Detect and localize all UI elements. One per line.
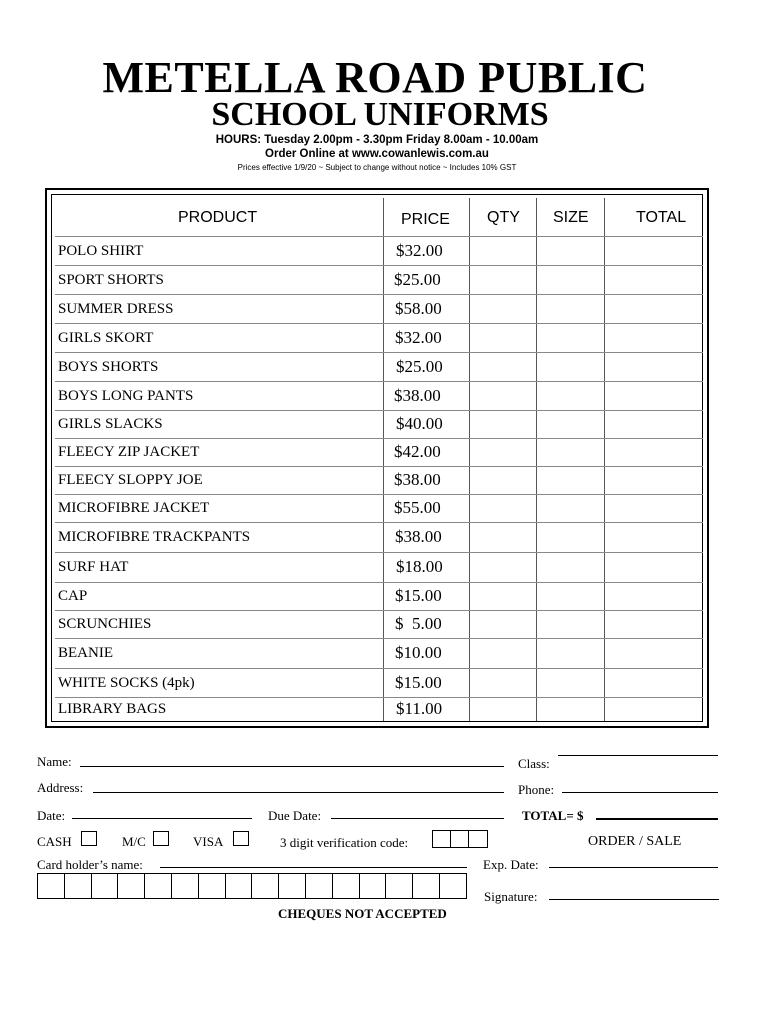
product-name: WHITE SOCKS (4pk) [58,674,195,691]
card-number-digit-box[interactable] [225,873,253,899]
qty-cell[interactable] [470,698,535,720]
qty-cell[interactable] [470,266,535,293]
total-cell[interactable] [605,639,702,667]
address-label: Address: [37,780,84,795]
card-number-digit-box[interactable] [91,873,119,899]
qty-cell[interactable] [470,324,535,351]
qty-cell[interactable] [470,237,535,264]
card-holder-label: Card holder’s name: [37,857,143,872]
column-header-total: TOTAL [636,209,687,226]
verification-digit-box[interactable] [432,830,451,848]
card-number-digit-box[interactable] [439,873,467,899]
address-field[interactable] [93,792,504,793]
size-cell[interactable] [537,467,603,493]
size-cell[interactable] [537,583,603,609]
product-price: $18.00 [396,557,443,576]
product-price: $15.00 [395,672,442,692]
total-cell[interactable] [605,553,702,581]
qty-cell[interactable] [470,353,535,380]
qty-cell[interactable] [470,523,535,551]
total-field[interactable] [596,818,718,820]
total-cell[interactable] [605,382,702,409]
qty-cell[interactable] [470,467,535,493]
card-number-digit-box[interactable] [144,873,172,899]
product-name: CAP [58,588,88,604]
page-title: METELLA ROAD PUBLIC [102,53,648,102]
product-price: $ 5.00 [395,614,442,633]
class-label: Class: [518,756,550,771]
cheques-note: CHEQUES NOT ACCEPTED [278,906,447,921]
total-cell[interactable] [605,611,702,637]
product-price: $58.00 [395,298,442,318]
product-name: FLEECY ZIP JACKET [58,444,200,460]
product-price: $32.00 [396,240,443,260]
product-price: $25.00 [396,356,443,376]
card-number-digit-box[interactable] [251,873,279,899]
qty-cell[interactable] [470,639,535,667]
size-cell[interactable] [537,439,603,465]
size-cell[interactable] [537,295,603,322]
phone-label: Phone: [518,782,555,797]
product-price: $25.00 [394,269,441,289]
total-cell[interactable] [605,583,702,609]
verification-label: 3 digit verification code: [280,835,409,850]
total-cell[interactable] [605,698,702,720]
card-number-digit-box[interactable] [359,873,387,899]
total-cell[interactable] [605,411,702,437]
card-number-digit-box[interactable] [278,873,306,899]
column-header-product: PRODUCT [178,209,258,226]
product-price: $32.00 [395,327,442,347]
card-number-digit-box[interactable] [64,873,92,899]
total-cell[interactable] [605,237,702,264]
qty-cell[interactable] [470,669,535,696]
product-price: $11.00 [396,699,443,718]
product-name: SUMMER DRESS [58,300,174,317]
verification-digit-box[interactable] [450,830,469,848]
phone-field[interactable] [562,792,718,793]
size-cell[interactable] [537,553,603,581]
product-name: LIBRARY BAGS [58,701,167,717]
date-label: Date: [37,808,66,823]
total-cell[interactable] [605,669,702,696]
card-number-digit-box[interactable] [37,873,65,899]
column-header-size: SIZE [553,209,589,226]
signature-field[interactable] [549,899,719,900]
opening-hours: HOURS: Tuesday 2.00pm - 3.30pm Friday 8.00am - 10.00am [215,134,539,146]
size-cell[interactable] [537,669,603,696]
product-price: $55.00 [394,498,441,517]
product-price: $40.00 [396,414,443,433]
product-price: $38.00 [394,385,441,405]
total-cell[interactable] [605,467,702,493]
card-number-digit-box[interactable] [198,873,226,899]
card-number-digit-box[interactable] [171,873,199,899]
total-cell[interactable] [605,523,702,551]
qty-cell[interactable] [470,439,535,465]
page-subtitle: SCHOOL UNIFORMS [211,96,549,133]
qty-cell[interactable] [470,382,535,409]
size-cell[interactable] [537,698,603,720]
product-name: GIRLS SLACKS [58,416,163,432]
column-header-price: PRICE [401,211,450,228]
size-cell[interactable] [537,266,603,293]
date-field[interactable] [72,818,252,819]
size-cell[interactable] [537,324,603,351]
cash-label: CASH [37,834,72,849]
card-number-digit-box[interactable] [385,873,413,899]
card-number-digit-box[interactable] [305,873,333,899]
product-name: BOYS LONG PANTS [58,387,194,404]
size-cell[interactable] [537,639,603,667]
total-label: TOTAL= $ [522,808,584,823]
product-name: MICROFIBRE JACKET [58,500,210,516]
product-price: $10.00 [395,643,442,662]
size-cell[interactable] [537,382,603,409]
product-name: SPORT SHORTS [58,271,164,288]
mc-checkbox[interactable] [153,831,169,846]
product-name: GIRLS SKORT [58,329,154,346]
total-cell[interactable] [605,439,702,465]
visa-label: VISA [193,834,224,849]
size-cell[interactable] [537,237,603,264]
online-order-note: Order Online at www.cowanlewis.com.au [265,148,489,160]
total-cell[interactable] [605,353,702,380]
cash-checkbox[interactable] [81,831,97,846]
exp-date-field[interactable] [549,867,718,868]
card-number-digit-box[interactable] [332,873,360,899]
card-number-digit-box[interactable] [412,873,440,899]
size-cell[interactable] [537,495,603,521]
product-name: BOYS SHORTS [58,358,159,375]
product-name: POLO SHIRT [58,242,144,259]
card-number-digit-box[interactable] [117,873,145,899]
name-label: Name: [37,754,72,769]
qty-cell[interactable] [470,583,535,609]
signature-label: Signature: [484,889,538,904]
card-holder-field[interactable] [160,867,467,868]
column-divider [383,198,384,721]
qty-cell[interactable] [470,495,535,521]
product-price: $15.00 [395,586,442,605]
verification-digit-box[interactable] [468,830,488,848]
order-sale-label: ORDER / SALE [588,834,682,849]
exp-date-label: Exp. Date: [483,857,539,872]
size-cell[interactable] [537,523,603,551]
total-cell[interactable] [605,495,702,521]
qty-cell[interactable] [470,553,535,581]
product-price: $38.00 [395,527,442,546]
product-price: $42.00 [394,442,441,461]
product-name: SURF HAT [58,559,129,575]
name-field[interactable] [80,766,504,767]
size-cell[interactable] [537,611,603,637]
product-name: FLEECY SLOPPY JOE [58,472,203,488]
size-cell[interactable] [537,353,603,380]
product-name: BEANIE [58,645,113,661]
qty-cell[interactable] [470,411,535,437]
size-cell[interactable] [537,411,603,437]
prices-note: Prices effective 1/9/20 ~ Subject to change without notice ~ Includes 10% GST [237,163,517,172]
due-date-label: Due Date: [268,808,322,823]
column-header-qty: QTY [487,209,520,226]
product-name: MICROFIBRE TRACKPANTS [58,529,251,545]
visa-checkbox[interactable] [233,831,249,846]
class-field[interactable] [558,755,718,756]
product-name: SCRUNCHIES [58,616,152,632]
due-date-field[interactable] [331,818,504,819]
total-cell[interactable] [605,295,702,322]
total-cell[interactable] [605,266,702,293]
total-cell[interactable] [605,324,702,351]
qty-cell[interactable] [470,611,535,637]
qty-cell[interactable] [470,295,535,322]
mc-label: M/C [122,834,146,849]
product-price: $38.00 [394,470,441,489]
